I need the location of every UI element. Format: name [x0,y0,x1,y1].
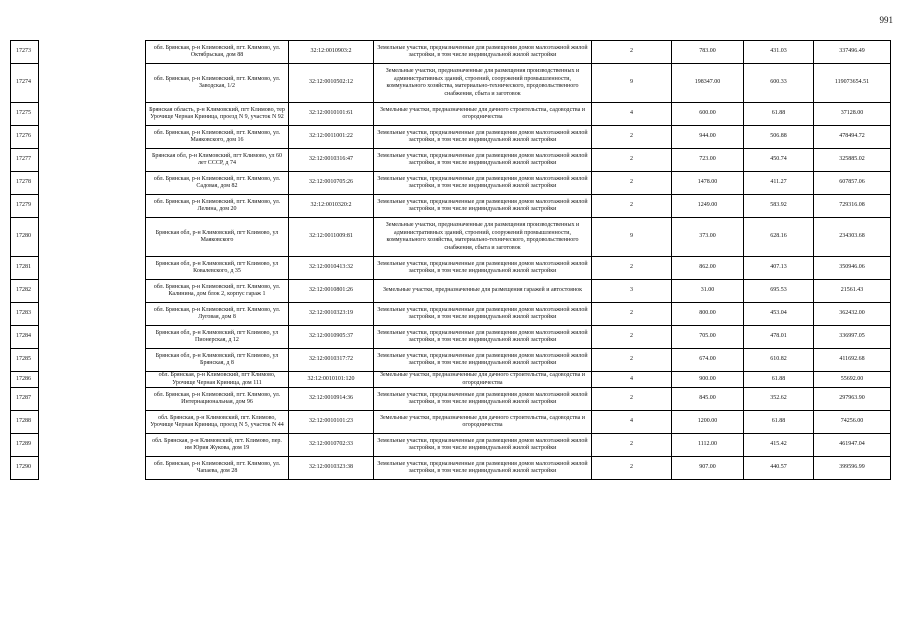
cell-address: Брянская обл, р-н Климовский, пгт Климово, ул Пионерская, д 12 [146,326,289,349]
cell-group: 3 [592,280,672,303]
cell-land-use: Земельные участки, предназначенные для размещения домов малоэтажной жилой застройки, в том числе индивидуальной жилой застройки [374,149,592,172]
cell-rate: 431.03 [744,41,814,64]
cell-blank [39,172,146,195]
table-row [11,388,891,411]
cell-id: 17286 [11,372,39,388]
cell-group: 2 [592,257,672,280]
cell-area: 845.00 [672,388,744,411]
cell-group: 2 [592,149,672,172]
cell-id: 17282 [11,280,39,303]
cell-land-use: Земельные участки, предназначенные для размещения производственных и административных зданий, строений, сооружений промышленности, коммунального хозяйства, материально-технического, продовольственного снабжения, сбыта и заготовок [374,218,592,257]
cell-total-value: 37128.00 [814,103,891,126]
cell-address: обл. Брянская, р-н Климовский, пгт. Климово, ул. Интернациональная, дом 96 [146,388,289,411]
table-row [11,257,891,280]
table-row [11,149,891,172]
cell-group: 2 [592,388,672,411]
cell-land-use: Земельные участки, предназначенные для размещения гаражей и автостоянок [374,280,592,303]
cell-rate: 407.13 [744,257,814,280]
cell-address: Брянская обл, р-н Климовский, пгт Климово, ул Маяковского [146,218,289,257]
table-row [11,326,891,349]
cell-id: 17287 [11,388,39,411]
cell-total-value: 21561.43 [814,280,891,303]
cell-address: обл. Брянская, р-н Климовский, пгт. Климово, ул. Чапаева, дом 28 [146,457,289,480]
cell-cadastral-number: 32:12:0010101:23 [289,411,374,434]
table-row [11,372,891,388]
cell-land-use: Земельные участки, предназначенные для размещения домов малоэтажной жилой застройки, в том числе индивидуальной жилой застройки [374,195,592,218]
cell-cadastral-number: 32:12:0010903:2 [289,41,374,64]
cell-land-use: Земельные участки, предназначенные для размещения домов малоэтажной жилой застройки, в том числе индивидуальной жилой застройки [374,303,592,326]
cell-cadastral-number: 32:12:0010101:61 [289,103,374,126]
cell-group: 2 [592,126,672,149]
cell-land-use: Земельные участки, предназначенные для дачного строительства, садоводства и огородничества [374,103,592,126]
cell-blank [39,103,146,126]
cell-rate: 695.53 [744,280,814,303]
cell-rate: 506.88 [744,126,814,149]
cell-area: 1200.00 [672,411,744,434]
cell-area: 31.00 [672,280,744,303]
cell-total-value: 336997.05 [814,326,891,349]
cell-group: 4 [592,372,672,388]
cell-area: 783.00 [672,41,744,64]
table-row [11,457,891,480]
cell-group: 4 [592,103,672,126]
table-row [11,434,891,457]
cell-id: 17273 [11,41,39,64]
cell-blank [39,349,146,372]
cell-address: обл. Брянская, р-н Климовский, пгт. Климово, ул. Маяковского, дом 16 [146,126,289,149]
cell-cadastral-number: 32:12:0010323:19 [289,303,374,326]
cell-group: 9 [592,64,672,103]
cell-blank [39,195,146,218]
cell-cadastral-number: 32:12:0010502:12 [289,64,374,103]
cell-blank [39,257,146,280]
cell-id: 17274 [11,64,39,103]
cell-cadastral-number: 32:12:0010316:47 [289,149,374,172]
cell-total-value: 119073654.51 [814,64,891,103]
cell-rate: 411.27 [744,172,814,195]
cell-blank [39,326,146,349]
table-row [11,411,891,434]
cell-total-value: 297963.90 [814,388,891,411]
cell-group: 2 [592,457,672,480]
cell-total-value: 362432.00 [814,303,891,326]
cell-area: 862.00 [672,257,744,280]
cell-total-value: 411692.68 [814,349,891,372]
cell-cadastral-number: 32:12:0010320:2 [289,195,374,218]
cell-blank [39,149,146,172]
cell-blank [39,457,146,480]
cell-group: 2 [592,326,672,349]
page-number: 991 [879,15,893,25]
cell-rate: 450.74 [744,149,814,172]
cell-group: 2 [592,195,672,218]
cell-land-use: Земельные участки, предназначенные для размещения домов малоэтажной жилой застройки, в том числе индивидуальной жилой застройки [374,41,592,64]
cell-land-use: Земельные участки, предназначенные для размещения домов малоэтажной жилой застройки, в том числе индивидуальной жилой застройки [374,257,592,280]
cell-address: обл. Брянская, р-н Климовский, пгт. Климово, ул. Заводская, 1/2 [146,64,289,103]
cell-id: 17277 [11,149,39,172]
cell-blank [39,126,146,149]
cell-total-value: 55692.00 [814,372,891,388]
cell-area: 907.00 [672,457,744,480]
cell-land-use: Земельные участки, предназначенные для размещения домов малоэтажной жилой застройки, в том числе индивидуальной жилой застройки [374,349,592,372]
cell-total-value: 478494.72 [814,126,891,149]
cell-blank [39,434,146,457]
cell-rate: 610.82 [744,349,814,372]
cell-id: 17276 [11,126,39,149]
cell-address: обл. Брянская, р-н Климовский, пгт. Климово, Урочище Черная Криница, проезд N 5, участок N 44 [146,411,289,434]
cell-land-use: Земельные участки, предназначенные для дачного строительства, садоводства и огородничества [374,372,592,388]
cell-address: обл. Брянская, р-н Климовский, пгт. Климово, ул. Луговая, дом 8 [146,303,289,326]
cell-group: 2 [592,303,672,326]
cell-group: 2 [592,41,672,64]
cell-rate: 478.01 [744,326,814,349]
cell-total-value: 325885.02 [814,149,891,172]
cell-area: 674.00 [672,349,744,372]
table-row [11,218,891,257]
cell-area: 900.00 [672,372,744,388]
cell-area: 723.00 [672,149,744,172]
table-row [11,103,891,126]
cell-address: обл. Брянская, р-н Климовский, пгт. Климово, ул. Садовая, дом 82 [146,172,289,195]
cell-address: обл. Брянская, р-н Климовский, пгт Климово, Урочище Черная Криница, дом 111 [146,372,289,388]
cell-cadastral-number: 32:12:0010101:120 [289,372,374,388]
cell-cadastral-number: 32:12:0010705:26 [289,172,374,195]
cell-blank [39,411,146,434]
cell-rate: 352.62 [744,388,814,411]
cell-total-value: 234303.68 [814,218,891,257]
cell-land-use: Земельные участки, предназначенные для размещения домов малоэтажной жилой застройки, в том числе индивидуальной жилой застройки [374,126,592,149]
table-row [11,195,891,218]
cell-cadastral-number: 32:12:0010801:26 [289,280,374,303]
cell-id: 17275 [11,103,39,126]
cell-cadastral-number: 32:12:0010317:72 [289,349,374,372]
cell-total-value: 607857.06 [814,172,891,195]
cell-group: 2 [592,172,672,195]
cell-rate: 628.16 [744,218,814,257]
cell-blank [39,218,146,257]
cell-rate: 61.88 [744,372,814,388]
table-row [11,64,891,103]
cell-area: 944.00 [672,126,744,149]
cell-address: обл. Брянская, р-н Климовский, пгт. Климово, ул. Калинина, дом блок 2, корпус гараж 1 [146,280,289,303]
cell-area: 1112.00 [672,434,744,457]
cell-cadastral-number: 32:12:0010323:38 [289,457,374,480]
cell-land-use: Земельные участки, предназначенные для размещения производственных и административных зданий, строений, сооружений промышленности, коммунального хозяйства, материально-технического, продовольственного снабжения, сбыта и заготовок [374,64,592,103]
cell-cadastral-number: 32:12:0010702:33 [289,434,374,457]
cell-id: 17290 [11,457,39,480]
cell-address: обл. Брянская, р-н Климовский, пгт. Климово, ул. Октябрьская, дом 88 [146,41,289,64]
cell-land-use: Земельные участки, предназначенные для размещения домов малоэтажной жилой застройки, в том числе индивидуальной жилой застройки [374,172,592,195]
cell-address: Брянская обл, р-н Климовский, пгт Климово, ул Ковалевского, д 35 [146,257,289,280]
cell-cadastral-number: 32:12:0010413:32 [289,257,374,280]
cell-group: 4 [592,411,672,434]
table-row [11,349,891,372]
cell-total-value: 337496.49 [814,41,891,64]
table-row [11,280,891,303]
cell-area: 800.00 [672,303,744,326]
table-row [11,303,891,326]
cell-land-use: Земельные участки, предназначенные для дачного строительства, садоводства и огородничества [374,411,592,434]
cell-area: 373.00 [672,218,744,257]
cell-rate: 61.88 [744,103,814,126]
cell-id: 17281 [11,257,39,280]
cell-id: 17289 [11,434,39,457]
cell-address: обл. Брянская, р-н Климовский, пгт. Климово, ул. Лелина, дом 20 [146,195,289,218]
cell-blank [39,64,146,103]
cell-land-use: Земельные участки, предназначенные для размещения домов малоэтажной жилой застройки, в том числе индивидуальной жилой застройки [374,457,592,480]
cell-total-value: 729316.08 [814,195,891,218]
cell-blank [39,41,146,64]
cell-cadastral-number: 32:12:0011009:81 [289,218,374,257]
cell-area: 705.00 [672,326,744,349]
cell-area: 198347.00 [672,64,744,103]
cell-total-value: 399596.99 [814,457,891,480]
cell-group: 2 [592,434,672,457]
cell-land-use: Земельные участки, предназначенные для размещения домов малоэтажной жилой застройки, в том числе индивидуальной жилой застройки [374,434,592,457]
cell-total-value: 350946.06 [814,257,891,280]
cell-address: обл. Брянская, р-н Климовский, пгт. Климово, пер. им Юрия Жукова, дом 19 [146,434,289,457]
cell-rate: 415.42 [744,434,814,457]
cell-id: 17280 [11,218,39,257]
cell-address: Брянская обл, р-н Климовский, пгт Климово, ул 60 лет СССР, д 74 [146,149,289,172]
cell-group: 2 [592,349,672,372]
cell-group: 9 [592,218,672,257]
cell-area: 1478.00 [672,172,744,195]
cell-id: 17285 [11,349,39,372]
cell-id: 17279 [11,195,39,218]
cell-cadastral-number: 32:12:0010914:36 [289,388,374,411]
cell-blank [39,372,146,388]
cell-blank [39,303,146,326]
table-row [11,126,891,149]
cell-address: Брянская область, р-н Климовский, пгт Климово, тер Урочище Черная Криница, проезд N 9, участок N 92 [146,103,289,126]
cell-id: 17284 [11,326,39,349]
cell-total-value: 74256.00 [814,411,891,434]
table-row [11,172,891,195]
cell-rate: 440.57 [744,457,814,480]
cell-blank [39,388,146,411]
cell-cadastral-number: 32:12:0011001:22 [289,126,374,149]
table-body [11,41,891,480]
cell-id: 17288 [11,411,39,434]
cell-rate: 61.88 [744,411,814,434]
cell-area: 1249.00 [672,195,744,218]
cell-cadastral-number: 32:12:0010905:37 [289,326,374,349]
land-registry-table [10,40,891,480]
cell-address: Брянская обл, р-н Климовский, пгт Климово, ул Брянская, д 8 [146,349,289,372]
cell-area: 600.00 [672,103,744,126]
table-row [11,41,891,64]
cell-blank [39,280,146,303]
cell-id: 17283 [11,303,39,326]
cell-rate: 600.33 [744,64,814,103]
cell-id: 17278 [11,172,39,195]
cell-total-value: 461947.04 [814,434,891,457]
cell-rate: 453.04 [744,303,814,326]
cell-land-use: Земельные участки, предназначенные для размещения домов малоэтажной жилой застройки, в том числе индивидуальной жилой застройки [374,326,592,349]
cell-rate: 583.92 [744,195,814,218]
cell-land-use: Земельные участки, предназначенные для размещения домов малоэтажной жилой застройки, в том числе индивидуальной жилой застройки [374,388,592,411]
